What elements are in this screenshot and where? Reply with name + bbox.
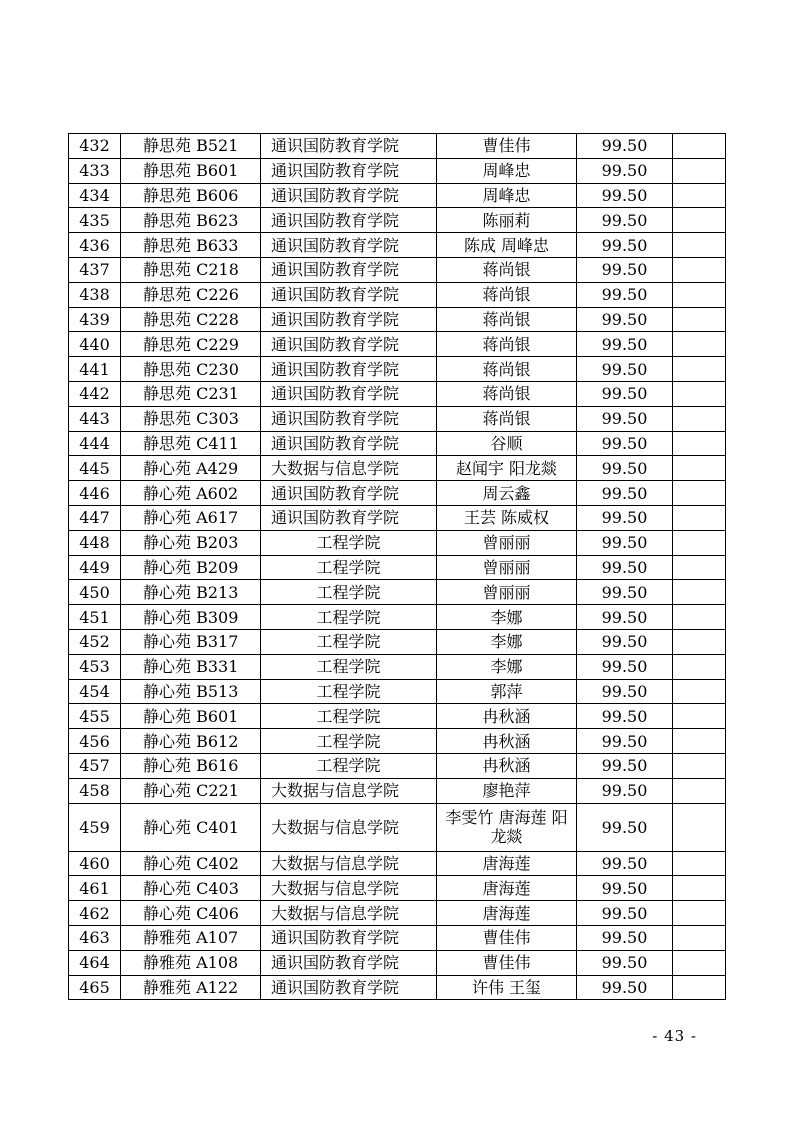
table-row bbox=[69, 729, 726, 754]
room-cell: 静思苑 C229 bbox=[121, 332, 261, 357]
note-cell bbox=[673, 357, 726, 382]
table-row bbox=[69, 629, 726, 654]
room-cell: 静思苑 B633 bbox=[121, 233, 261, 258]
college-cell: 工程学院 bbox=[261, 729, 437, 754]
note-cell bbox=[673, 134, 726, 159]
responsible-person-cell: 蒋尚银 bbox=[437, 257, 577, 282]
responsible-person-cell: 许伟 王玺 bbox=[437, 975, 577, 1000]
note-cell bbox=[673, 580, 726, 605]
table-row bbox=[69, 778, 726, 803]
row-number-cell: 455 bbox=[69, 704, 121, 729]
score-cell: 99.50 bbox=[577, 332, 673, 357]
note-cell bbox=[673, 901, 726, 926]
note-cell bbox=[673, 307, 726, 332]
room-cell: 静心苑 B331 bbox=[121, 654, 261, 679]
college-cell: 工程学院 bbox=[261, 580, 437, 605]
dormitory-score-table bbox=[68, 133, 726, 1000]
responsible-person-cell: 赵闻宇 阳龙燚 bbox=[437, 456, 577, 481]
table-row bbox=[69, 803, 726, 851]
score-cell: 99.50 bbox=[577, 357, 673, 382]
responsible-person-cell: 王芸 陈威权 bbox=[437, 505, 577, 530]
responsible-person-cell: 冉秋涵 bbox=[437, 729, 577, 754]
room-cell: 静心苑 B309 bbox=[121, 605, 261, 630]
college-cell: 通识国防教育学院 bbox=[261, 381, 437, 406]
score-cell: 99.50 bbox=[577, 257, 673, 282]
college-cell: 通识国防教育学院 bbox=[261, 357, 437, 382]
score-cell: 99.50 bbox=[577, 505, 673, 530]
row-number-cell: 464 bbox=[69, 950, 121, 975]
responsible-person-cell: 郭萍 bbox=[437, 679, 577, 704]
note-cell bbox=[673, 704, 726, 729]
responsible-person-cell: 周峰忠 bbox=[437, 183, 577, 208]
responsible-person-cell: 李娜 bbox=[437, 629, 577, 654]
row-number-cell: 446 bbox=[69, 481, 121, 506]
score-cell: 99.50 bbox=[577, 803, 673, 851]
row-number-cell: 436 bbox=[69, 233, 121, 258]
responsible-person-cell: 李娜 bbox=[437, 605, 577, 630]
note-cell bbox=[673, 257, 726, 282]
responsible-person-cell: 曾丽丽 bbox=[437, 580, 577, 605]
note-cell bbox=[673, 406, 726, 431]
table-row bbox=[69, 925, 726, 950]
note-cell bbox=[673, 555, 726, 580]
note-cell bbox=[673, 925, 726, 950]
row-number-cell: 462 bbox=[69, 901, 121, 926]
table-row bbox=[69, 753, 726, 778]
score-cell: 99.50 bbox=[577, 580, 673, 605]
row-number-cell: 442 bbox=[69, 381, 121, 406]
table-row bbox=[69, 357, 726, 382]
college-cell: 通识国防教育学院 bbox=[261, 950, 437, 975]
room-cell: 静心苑 B513 bbox=[121, 679, 261, 704]
note-cell bbox=[673, 158, 726, 183]
score-cell: 99.50 bbox=[577, 901, 673, 926]
room-cell: 静思苑 C226 bbox=[121, 282, 261, 307]
responsible-person-cell: 蒋尚银 bbox=[437, 332, 577, 357]
table-row bbox=[69, 876, 726, 901]
score-cell: 99.50 bbox=[577, 629, 673, 654]
college-cell: 大数据与信息学院 bbox=[261, 803, 437, 851]
note-cell bbox=[673, 851, 726, 876]
responsible-person-cell: 李雯竹 唐海莲 阳龙燚 bbox=[437, 803, 577, 851]
row-number-cell: 451 bbox=[69, 605, 121, 630]
note-cell bbox=[673, 431, 726, 456]
row-number-cell: 458 bbox=[69, 778, 121, 803]
note-cell bbox=[673, 753, 726, 778]
note-cell bbox=[673, 778, 726, 803]
score-cell: 99.50 bbox=[577, 555, 673, 580]
room-cell: 静思苑 C303 bbox=[121, 406, 261, 431]
room-cell: 静思苑 C218 bbox=[121, 257, 261, 282]
row-number-cell: 435 bbox=[69, 208, 121, 233]
row-number-cell: 437 bbox=[69, 257, 121, 282]
row-number-cell: 461 bbox=[69, 876, 121, 901]
note-cell bbox=[673, 876, 726, 901]
responsible-person-cell: 廖艳萍 bbox=[437, 778, 577, 803]
note-cell bbox=[673, 975, 726, 1000]
score-cell: 99.50 bbox=[577, 381, 673, 406]
room-cell: 静思苑 C228 bbox=[121, 307, 261, 332]
responsible-person-cell: 唐海莲 bbox=[437, 876, 577, 901]
row-number-cell: 440 bbox=[69, 332, 121, 357]
responsible-person-cell: 蒋尚银 bbox=[437, 357, 577, 382]
table-row bbox=[69, 580, 726, 605]
room-cell: 静心苑 B213 bbox=[121, 580, 261, 605]
note-cell bbox=[673, 530, 726, 555]
note-cell bbox=[673, 183, 726, 208]
row-number-cell: 456 bbox=[69, 729, 121, 754]
college-cell: 通识国防教育学院 bbox=[261, 406, 437, 431]
college-cell: 大数据与信息学院 bbox=[261, 901, 437, 926]
college-cell: 工程学院 bbox=[261, 530, 437, 555]
room-cell: 静思苑 B623 bbox=[121, 208, 261, 233]
table-row bbox=[69, 406, 726, 431]
note-cell bbox=[673, 505, 726, 530]
responsible-person-cell: 蒋尚银 bbox=[437, 406, 577, 431]
row-number-cell: 453 bbox=[69, 654, 121, 679]
row-number-cell: 438 bbox=[69, 282, 121, 307]
responsible-person-cell: 曾丽丽 bbox=[437, 530, 577, 555]
responsible-person-cell: 蒋尚银 bbox=[437, 307, 577, 332]
room-cell: 静心苑 A602 bbox=[121, 481, 261, 506]
note-cell bbox=[673, 605, 726, 630]
college-cell: 通识国防教育学院 bbox=[261, 505, 437, 530]
responsible-person-cell: 陈成 周峰忠 bbox=[437, 233, 577, 258]
table-row bbox=[69, 257, 726, 282]
score-cell: 99.50 bbox=[577, 134, 673, 159]
responsible-person-cell: 谷顺 bbox=[437, 431, 577, 456]
score-cell: 99.50 bbox=[577, 208, 673, 233]
note-cell bbox=[673, 381, 726, 406]
row-number-cell: 448 bbox=[69, 530, 121, 555]
room-cell: 静心苑 B209 bbox=[121, 555, 261, 580]
row-number-cell: 433 bbox=[69, 158, 121, 183]
room-cell: 静思苑 C231 bbox=[121, 381, 261, 406]
room-cell: 静心苑 A617 bbox=[121, 505, 261, 530]
responsible-person-cell: 唐海莲 bbox=[437, 901, 577, 926]
college-cell: 大数据与信息学院 bbox=[261, 778, 437, 803]
responsible-person-cell: 曹佳伟 bbox=[437, 950, 577, 975]
note-cell bbox=[673, 654, 726, 679]
table-row bbox=[69, 332, 726, 357]
score-cell: 99.50 bbox=[577, 753, 673, 778]
row-number-cell: 434 bbox=[69, 183, 121, 208]
score-cell: 99.50 bbox=[577, 679, 673, 704]
room-cell: 静心苑 B203 bbox=[121, 530, 261, 555]
college-cell: 工程学院 bbox=[261, 605, 437, 630]
row-number-cell: 441 bbox=[69, 357, 121, 382]
score-cell: 99.50 bbox=[577, 950, 673, 975]
row-number-cell: 439 bbox=[69, 307, 121, 332]
table-row bbox=[69, 158, 726, 183]
score-cell: 99.50 bbox=[577, 406, 673, 431]
college-cell: 工程学院 bbox=[261, 753, 437, 778]
responsible-person-cell: 蒋尚银 bbox=[437, 381, 577, 406]
note-cell bbox=[673, 679, 726, 704]
score-cell: 99.50 bbox=[577, 876, 673, 901]
table-row bbox=[69, 307, 726, 332]
score-cell: 99.50 bbox=[577, 456, 673, 481]
note-cell bbox=[673, 332, 726, 357]
college-cell: 通识国防教育学院 bbox=[261, 282, 437, 307]
table-row bbox=[69, 975, 726, 1000]
score-cell: 99.50 bbox=[577, 282, 673, 307]
table-row bbox=[69, 481, 726, 506]
note-cell bbox=[673, 950, 726, 975]
table-row bbox=[69, 555, 726, 580]
table-row bbox=[69, 704, 726, 729]
room-cell: 静心苑 B317 bbox=[121, 629, 261, 654]
row-number-cell: 449 bbox=[69, 555, 121, 580]
note-cell bbox=[673, 282, 726, 307]
table-row bbox=[69, 456, 726, 481]
responsible-person-cell: 冉秋涵 bbox=[437, 753, 577, 778]
college-cell: 通识国防教育学院 bbox=[261, 307, 437, 332]
room-cell: 静心苑 C402 bbox=[121, 851, 261, 876]
room-cell: 静思苑 B521 bbox=[121, 134, 261, 159]
row-number-cell: 445 bbox=[69, 456, 121, 481]
college-cell: 通识国防教育学院 bbox=[261, 332, 437, 357]
table-row bbox=[69, 851, 726, 876]
row-number-cell: 454 bbox=[69, 679, 121, 704]
row-number-cell: 452 bbox=[69, 629, 121, 654]
table-row bbox=[69, 134, 726, 159]
responsible-person-cell: 冉秋涵 bbox=[437, 704, 577, 729]
room-cell: 静雅苑 A122 bbox=[121, 975, 261, 1000]
table-row bbox=[69, 901, 726, 926]
note-cell bbox=[673, 481, 726, 506]
table-row bbox=[69, 431, 726, 456]
room-cell: 静心苑 A429 bbox=[121, 456, 261, 481]
room-cell: 静心苑 C403 bbox=[121, 876, 261, 901]
room-cell: 静雅苑 A108 bbox=[121, 950, 261, 975]
score-cell: 99.50 bbox=[577, 851, 673, 876]
score-cell: 99.50 bbox=[577, 431, 673, 456]
responsible-person-cell: 周云鑫 bbox=[437, 481, 577, 506]
table-row bbox=[69, 679, 726, 704]
room-cell: 静思苑 C230 bbox=[121, 357, 261, 382]
college-cell: 通识国防教育学院 bbox=[261, 183, 437, 208]
table-row bbox=[69, 950, 726, 975]
room-cell: 静思苑 C411 bbox=[121, 431, 261, 456]
college-cell: 通识国防教育学院 bbox=[261, 431, 437, 456]
dormitory-score-table-container bbox=[68, 133, 725, 1000]
responsible-person-cell: 曹佳伟 bbox=[437, 134, 577, 159]
responsible-person-cell: 周峰忠 bbox=[437, 158, 577, 183]
note-cell bbox=[673, 629, 726, 654]
score-cell: 99.50 bbox=[577, 778, 673, 803]
college-cell: 通识国防教育学院 bbox=[261, 481, 437, 506]
college-cell: 通识国防教育学院 bbox=[261, 233, 437, 258]
row-number-cell: 463 bbox=[69, 925, 121, 950]
responsible-person-cell: 唐海莲 bbox=[437, 851, 577, 876]
table-row bbox=[69, 282, 726, 307]
college-cell: 通识国防教育学院 bbox=[261, 158, 437, 183]
score-cell: 99.50 bbox=[577, 605, 673, 630]
note-cell bbox=[673, 208, 726, 233]
table-row bbox=[69, 381, 726, 406]
row-number-cell: 447 bbox=[69, 505, 121, 530]
row-number-cell: 432 bbox=[69, 134, 121, 159]
note-cell bbox=[673, 729, 726, 754]
college-cell: 通识国防教育学院 bbox=[261, 975, 437, 1000]
room-cell: 静心苑 C406 bbox=[121, 901, 261, 926]
responsible-person-cell: 曹佳伟 bbox=[437, 925, 577, 950]
row-number-cell: 459 bbox=[69, 803, 121, 851]
college-cell: 大数据与信息学院 bbox=[261, 851, 437, 876]
room-cell: 静心苑 B616 bbox=[121, 753, 261, 778]
score-cell: 99.50 bbox=[577, 233, 673, 258]
score-cell: 99.50 bbox=[577, 925, 673, 950]
college-cell: 通识国防教育学院 bbox=[261, 257, 437, 282]
college-cell: 通识国防教育学院 bbox=[261, 925, 437, 950]
score-cell: 99.50 bbox=[577, 307, 673, 332]
row-number-cell: 457 bbox=[69, 753, 121, 778]
college-cell: 通识国防教育学院 bbox=[261, 134, 437, 159]
score-cell: 99.50 bbox=[577, 975, 673, 1000]
table-row bbox=[69, 183, 726, 208]
row-number-cell: 443 bbox=[69, 406, 121, 431]
score-cell: 99.50 bbox=[577, 158, 673, 183]
college-cell: 工程学院 bbox=[261, 629, 437, 654]
room-cell: 静心苑 B601 bbox=[121, 704, 261, 729]
college-cell: 工程学院 bbox=[261, 654, 437, 679]
row-number-cell: 444 bbox=[69, 431, 121, 456]
row-number-cell: 460 bbox=[69, 851, 121, 876]
score-cell: 99.50 bbox=[577, 704, 673, 729]
responsible-person-cell: 陈丽莉 bbox=[437, 208, 577, 233]
room-cell: 静心苑 B612 bbox=[121, 729, 261, 754]
college-cell: 工程学院 bbox=[261, 555, 437, 580]
college-cell: 工程学院 bbox=[261, 679, 437, 704]
table-row bbox=[69, 530, 726, 555]
college-cell: 通识国防教育学院 bbox=[261, 208, 437, 233]
score-cell: 99.50 bbox=[577, 530, 673, 555]
table-row bbox=[69, 233, 726, 258]
score-cell: 99.50 bbox=[577, 481, 673, 506]
responsible-person-cell: 蒋尚银 bbox=[437, 282, 577, 307]
note-cell bbox=[673, 456, 726, 481]
room-cell: 静心苑 C221 bbox=[121, 778, 261, 803]
score-cell: 99.50 bbox=[577, 654, 673, 679]
score-cell: 99.50 bbox=[577, 183, 673, 208]
row-number-cell: 465 bbox=[69, 975, 121, 1000]
room-cell: 静思苑 B606 bbox=[121, 183, 261, 208]
table-row bbox=[69, 605, 726, 630]
table-body bbox=[69, 134, 726, 1000]
page-number: - 43 - bbox=[652, 1027, 697, 1045]
college-cell: 大数据与信息学院 bbox=[261, 876, 437, 901]
score-cell: 99.50 bbox=[577, 729, 673, 754]
room-cell: 静心苑 C401 bbox=[121, 803, 261, 851]
table-row bbox=[69, 654, 726, 679]
responsible-person-cell: 李娜 bbox=[437, 654, 577, 679]
college-cell: 工程学院 bbox=[261, 704, 437, 729]
table-row bbox=[69, 208, 726, 233]
responsible-person-cell: 曾丽丽 bbox=[437, 555, 577, 580]
room-cell: 静雅苑 A107 bbox=[121, 925, 261, 950]
room-cell: 静思苑 B601 bbox=[121, 158, 261, 183]
table-row bbox=[69, 505, 726, 530]
note-cell bbox=[673, 233, 726, 258]
row-number-cell: 450 bbox=[69, 580, 121, 605]
note-cell bbox=[673, 803, 726, 851]
college-cell: 大数据与信息学院 bbox=[261, 456, 437, 481]
